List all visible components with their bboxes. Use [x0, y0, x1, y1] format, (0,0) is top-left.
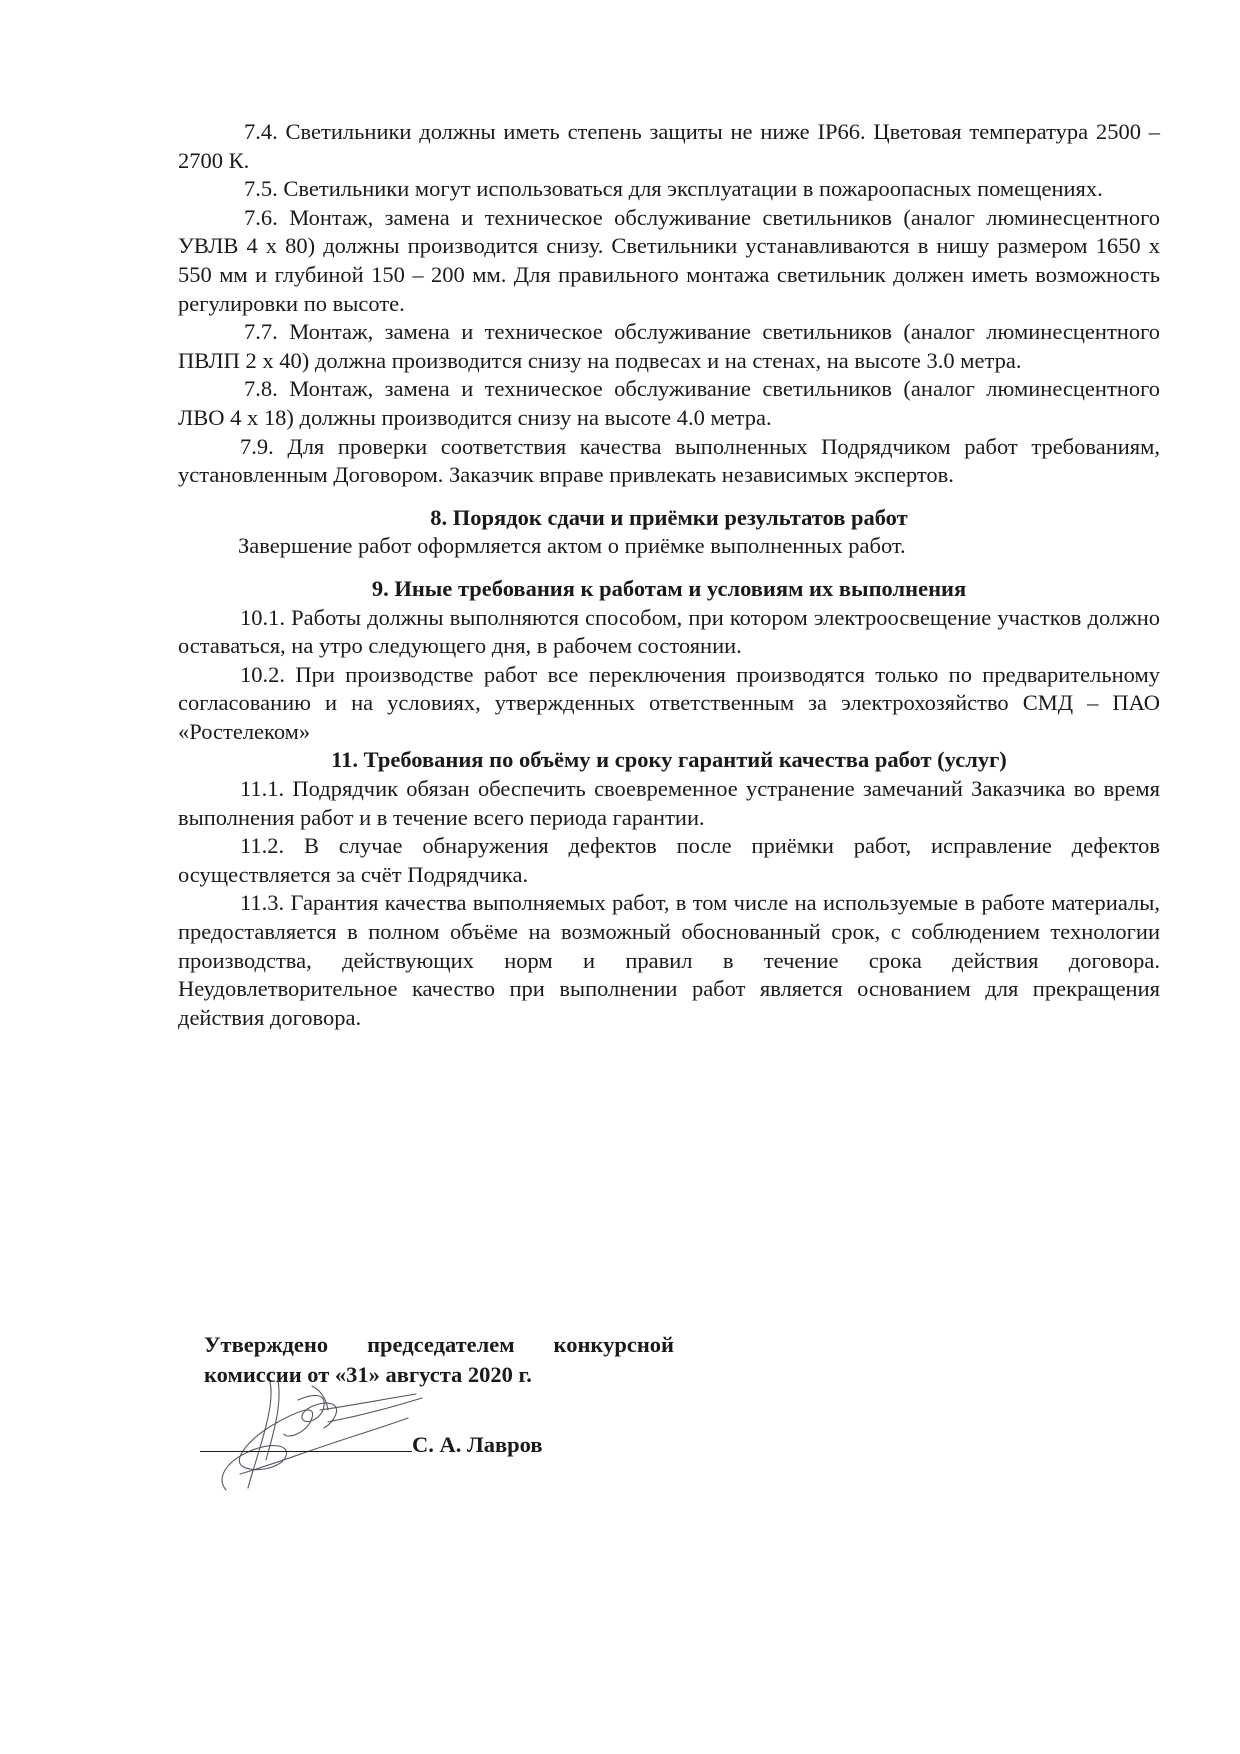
- approval-line-2: комиссии от «31» августа 2020 г.: [204, 1362, 532, 1387]
- spacer: [178, 561, 1160, 575]
- spacer: [178, 490, 1160, 504]
- section-9-heading: 9. Иные требования к работам и условиям их выполнения: [371, 575, 967, 601]
- approval-line-1: Утверждено председателем конкурсной: [204, 1332, 674, 1357]
- paragraph-10-2: 10.2. При производстве работ все переключения производятся только по предварительному согласованию и на условиях, утвержденных ответственным за электрохозяйство СМД – ПАО «Ростелеком»: [178, 661, 1160, 744]
- section-8-text: Завершение работ оформляется актом о приёмке выполненных работ.: [238, 533, 906, 559]
- paragraph-11-2: 11.2. В случае обнаружения дефектов после приёмки работ, исправление дефектов осуществляется за счёт Подрядчика.: [178, 833, 1160, 887]
- paragraph-11-1: 11.1. Подрядчик обязан обеспечить своевременное устранение замечаний Заказчика во время выполнения работ и в течение всего периода гарантии.: [178, 776, 1160, 830]
- paragraph-7-5: 7.5. Светильники могут использоваться для эксплуатации в пожароопасных помещениях.: [244, 176, 1103, 202]
- paragraph-7-9: 7.9. Для проверки соответствия качества выполненных Подрядчиком работ требованиям, установленным Договором. Заказчик вправе привлекать независимых экспертов.: [178, 433, 1160, 488]
- signature-line: [200, 1431, 412, 1452]
- paragraph-7-8: 7.8. Монтаж, замена и техническое обслуживание светильников (аналог люминесцентного ЛВО 4 х 18) должны производится снизу на высоте 4.0 метра.: [178, 376, 1160, 430]
- document-body: [178, 118, 1160, 1032]
- section-8-heading: 8. Порядок сдачи и приёмки результатов работ: [430, 504, 908, 530]
- signer-name: С. А. Лавров: [412, 1432, 543, 1457]
- paragraph-7-4: 7.4. Светильники должны иметь степень защиты не ниже IP66. Цветовая температура 2500 – 2700 К.: [178, 119, 1160, 173]
- paragraph-7-7: 7.7. Монтаж, замена и техническое обслуживание светильников (аналог люминесцентного ПВЛП 2 х 40) должна производится снизу на подвесах и на стенах, на высоте 3.0 метра.: [178, 319, 1160, 373]
- paragraph-11-3: 11.3. Гарантия качества выполняемых работ, в том числе на используемые в работе материалы, предоставляется в полном объёме на возможный обоснованный срок, с соблюдением технологии производства, действующих норм и правил в течение срока действия договора. Неудовлетворительное качество при выполнении работ является основанием для прекращения действия договора.: [178, 890, 1160, 1030]
- section-11-heading: 11. Требования по объёму и сроку гарантий качества работ (услуг): [331, 747, 1007, 773]
- paragraph-7-6: 7.6. Монтаж, замена и техническое обслуживание светильников (аналог люминесцентного УВЛВ 4 х 80) должны производится снизу. Светильники устанавливаются в нишу размером 1650 х 550 мм и глубиной 150 – 200 мм. Для правильного монтажа светильник должен иметь возможность регулировки по высоте.: [178, 204, 1160, 316]
- paragraph-10-1: 10.1. Работы должны выполняются способом, при котором электроосвещение участков должно оставаться, на утро следующего дня, в рабочем состоянии.: [178, 604, 1160, 659]
- signature-row: [200, 1430, 543, 1460]
